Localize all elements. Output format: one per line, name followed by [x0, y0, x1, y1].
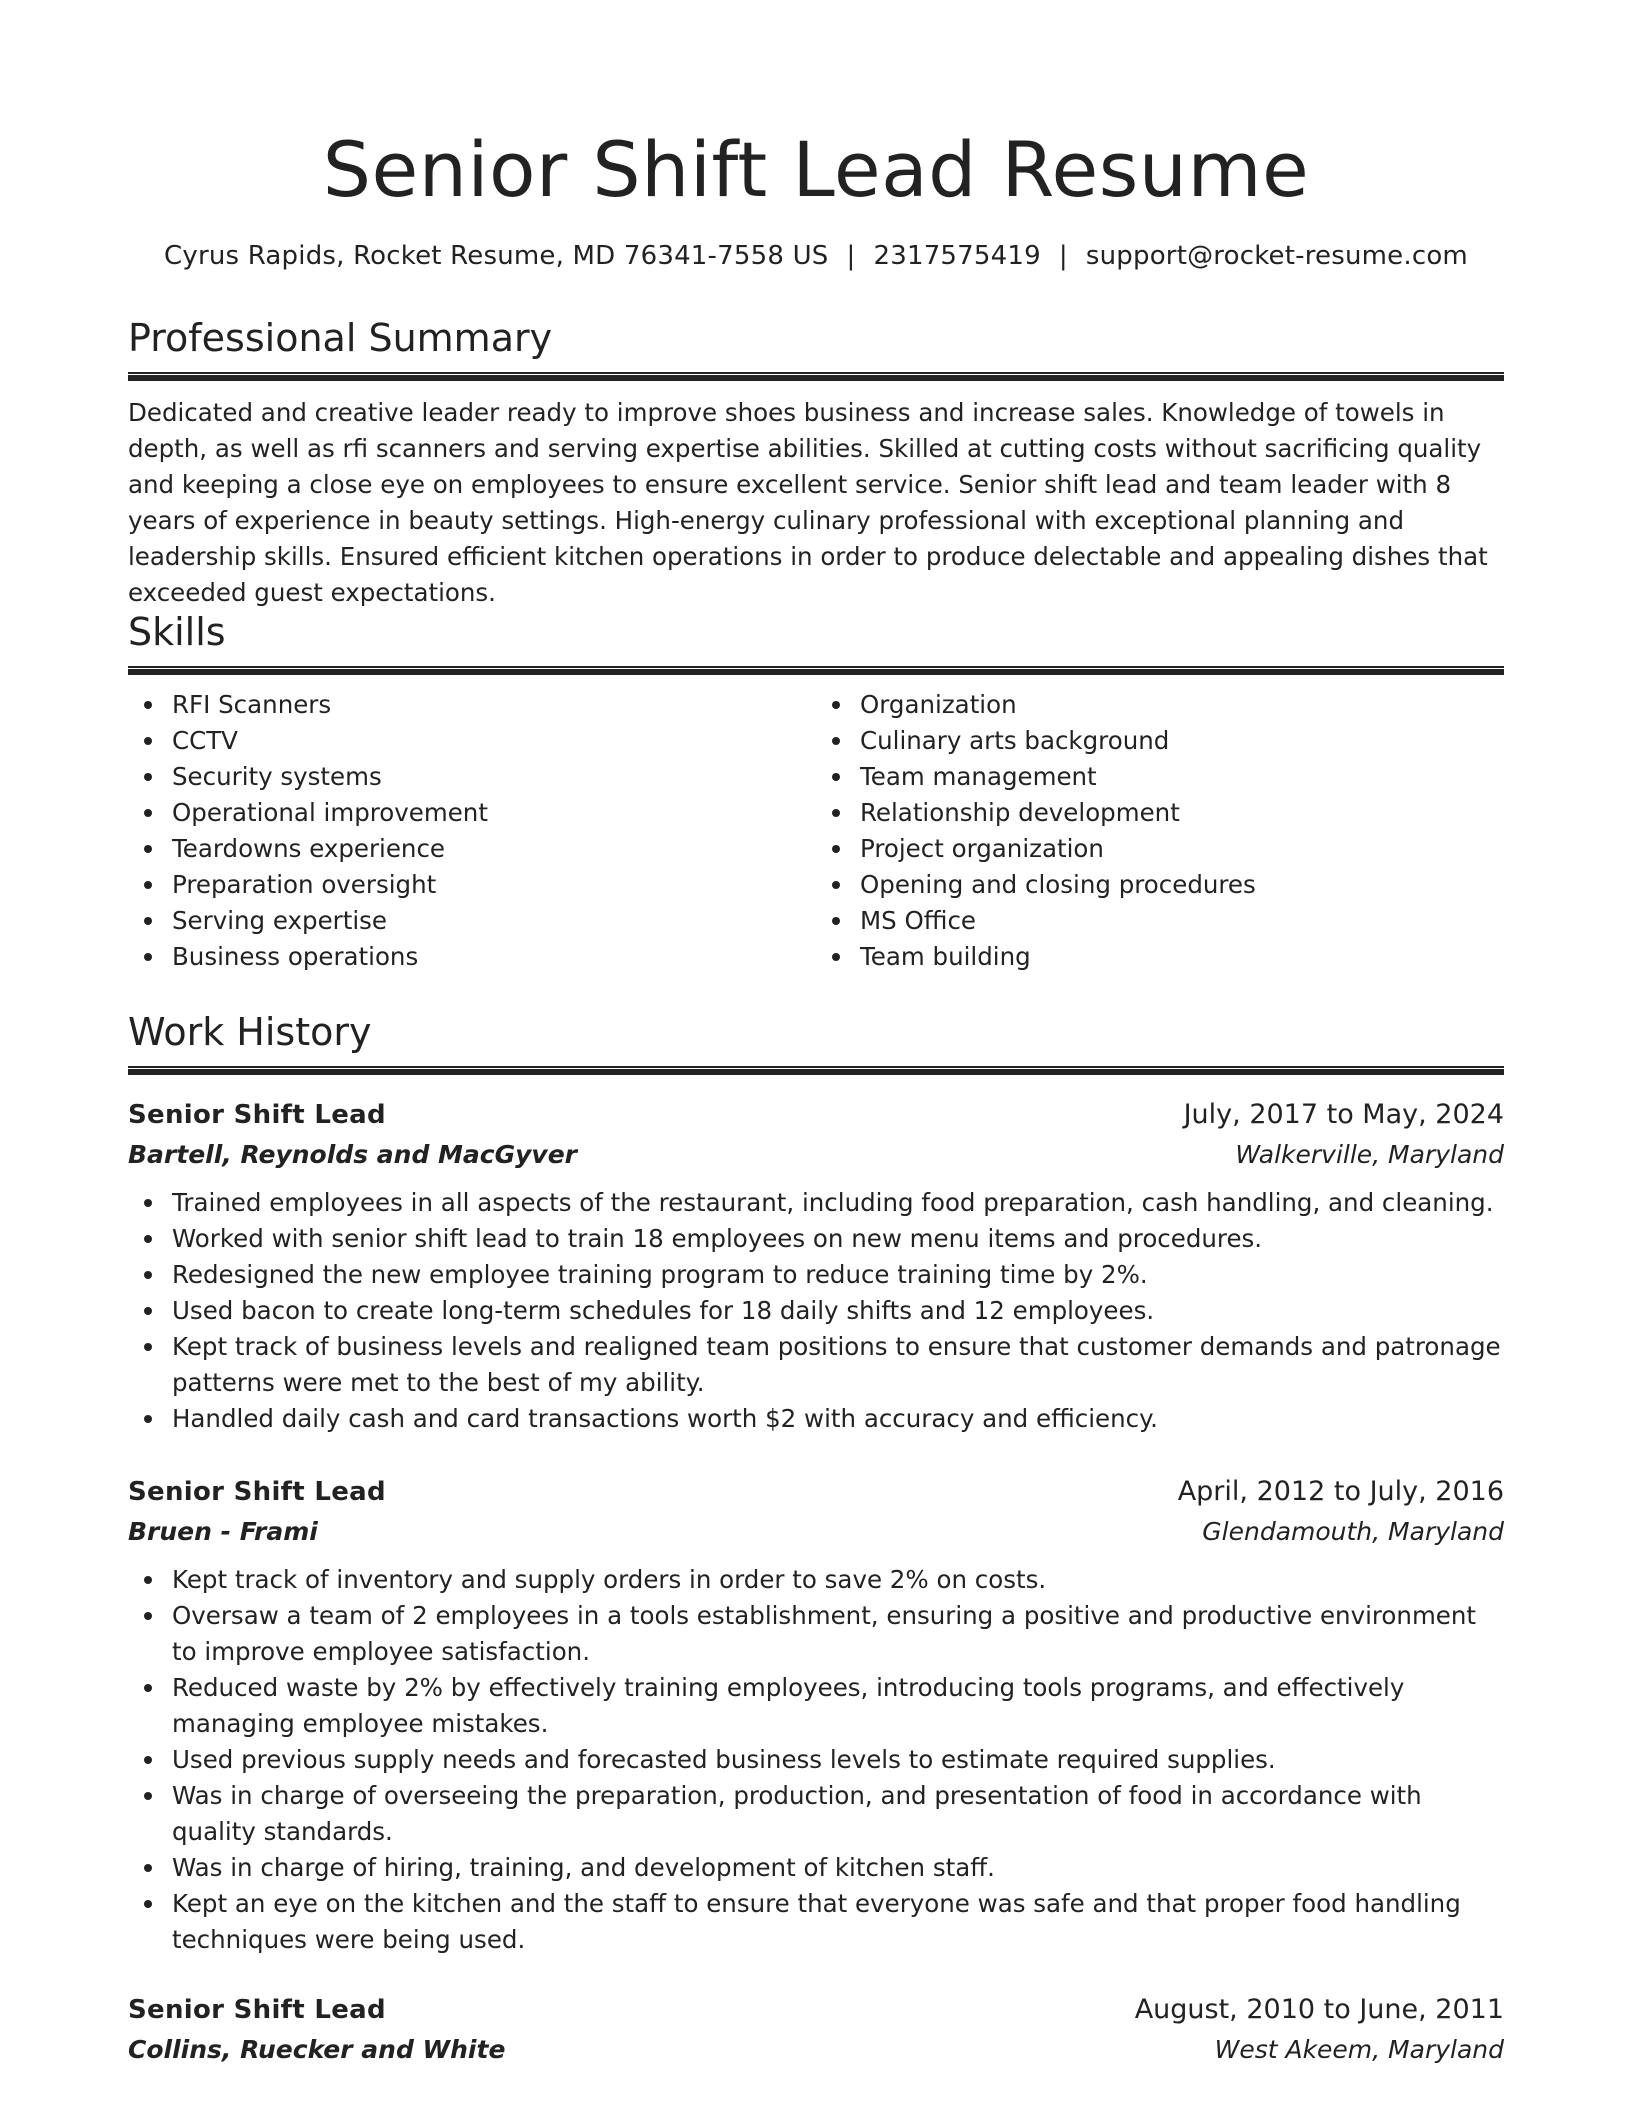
summary-text: Dedicated and creative leader ready to improve shoes business and increase sales. Knowledge of towels in depth, as well as rfi scanners and serving expertise abilities. Skilled at cutting costs without sacrificing quality and keeping a close eye on employees to ensure excellent service. Senior shift lead and team leader with 8 years of experience in beauty settings. High-energy culinary professional with exceptional planning and leadership skills. Ensured efficient kitchen operations in order to produce delectable and appealing dishes that exceeded guest expectations. — [128, 398, 1488, 607]
skill-item: Culinary arts background — [860, 723, 1504, 759]
skills-list-left — [128, 687, 816, 975]
skill-item: Team building — [860, 939, 1504, 975]
job-bullet: Trained employees in all aspects of the restaurant, including food preparation, cash handling, and cleaning. — [172, 1185, 1504, 1221]
contact-email: support@rocket-resume.com — [1085, 241, 1468, 271]
job-company: Bruen - Frami — [128, 1517, 318, 1546]
job-location: West Akeem, Maryland — [1214, 2035, 1504, 2064]
job-title: Senior Shift Lead — [128, 1100, 386, 1130]
job-dates: April, 2012 to July, 2016 — [1177, 1476, 1504, 1507]
job-entry — [128, 1095, 1504, 1437]
skill-item: Team management — [860, 759, 1504, 795]
job-header-row — [128, 1990, 1504, 2030]
job-title: Senior Shift Lead — [128, 1995, 386, 2025]
job-entry — [128, 1472, 1504, 1958]
job-dates: August, 2010 to June, 2011 — [1134, 1994, 1504, 2025]
job-header-row — [128, 1095, 1504, 1135]
job-bullet: Used previous supply needs and forecasted business levels to estimate required supplies. — [172, 1742, 1504, 1778]
skill-item: Preparation oversight — [172, 867, 816, 903]
skill-item: MS Office — [860, 903, 1504, 939]
job-bullet: Redesigned the new employee training program to reduce training time by 2%. — [172, 1257, 1504, 1293]
contact-phone: 2317575419 — [873, 241, 1041, 271]
contact-separator: | — [1058, 241, 1068, 271]
skill-item: Business operations — [172, 939, 816, 975]
job-bullet: Worked with senior shift lead to train 18 employees on new menu items and procedures. — [172, 1221, 1504, 1257]
skills-heading: Skills — [128, 610, 226, 654]
skill-item: Security systems — [172, 759, 816, 795]
job-bullet: Was in charge of overseeing the preparation, production, and presentation of food in accordance with quality standards. — [172, 1778, 1504, 1850]
work-history-heading: Work History — [128, 1010, 372, 1054]
work-history-section — [128, 1008, 1504, 1075]
skills-section — [128, 608, 1504, 975]
job-company-row — [128, 1135, 1504, 1175]
skill-item: Operational improvement — [172, 795, 816, 831]
job-bullet: Handled daily cash and card transactions worth $2 with accuracy and efficiency. — [172, 1401, 1504, 1437]
job-dates: July, 2017 to May, 2024 — [1183, 1099, 1504, 1130]
resume-title: Senior Shift Lead Resume — [322, 125, 1310, 214]
job-entry — [128, 1990, 1504, 2070]
summary-section — [128, 314, 1504, 611]
job-header-row — [128, 1472, 1504, 1512]
summary-heading: Professional Summary — [128, 316, 553, 360]
job-bullets — [128, 1185, 1504, 1437]
job-bullet: Oversaw a team of 2 employees in a tools establishment, ensuring a positive and productive environment to improve employee satisfaction. — [172, 1598, 1504, 1670]
skills-columns — [128, 687, 1504, 975]
section-divider — [128, 1066, 1504, 1075]
job-company: Collins, Ruecker and White — [128, 2035, 506, 2064]
job-company-row — [128, 2030, 1504, 2070]
job-title: Senior Shift Lead — [128, 1477, 386, 1507]
contact-address: Cyrus Rapids, Rocket Resume, MD 76341-7558 US — [164, 241, 829, 271]
job-bullet: Kept an eye on the kitchen and the staff to ensure that everyone was safe and that proper food handling techniques were being used. — [172, 1886, 1504, 1958]
job-location: Glendamouth, Maryland — [1202, 1517, 1504, 1546]
skills-list-right — [816, 687, 1504, 975]
job-bullet: Kept track of business levels and realigned team positions to ensure that customer demands and patronage patterns were met to the best of my ability. — [172, 1329, 1504, 1401]
contact-line — [0, 238, 1632, 274]
job-bullet: Used bacon to create long-term schedules for 18 daily shifts and 12 employees. — [172, 1293, 1504, 1329]
skill-item: Organization — [860, 687, 1504, 723]
section-divider — [128, 666, 1504, 675]
job-bullet: Kept track of inventory and supply orders in order to save 2% on costs. — [172, 1562, 1504, 1598]
job-bullet: Was in charge of hiring, training, and development of kitchen staff. — [172, 1850, 1504, 1886]
skill-item: Teardowns experience — [172, 831, 816, 867]
skill-item: CCTV — [172, 723, 816, 759]
contact-separator: | — [846, 241, 856, 271]
skill-item: Project organization — [860, 831, 1504, 867]
job-bullets — [128, 1562, 1504, 1958]
skill-item: Serving expertise — [172, 903, 816, 939]
skill-item: RFI Scanners — [172, 687, 816, 723]
job-location: Walkerville, Maryland — [1235, 1140, 1504, 1169]
skill-item: Opening and closing procedures — [860, 867, 1504, 903]
job-company-row — [128, 1512, 1504, 1552]
job-company: Bartell, Reynolds and MacGyver — [128, 1140, 578, 1169]
skill-item: Relationship development — [860, 795, 1504, 831]
job-bullet: Reduced waste by 2% by effectively training employees, introducing tools programs, and effectively managing employee mistakes. — [172, 1670, 1504, 1742]
section-divider — [128, 372, 1504, 381]
